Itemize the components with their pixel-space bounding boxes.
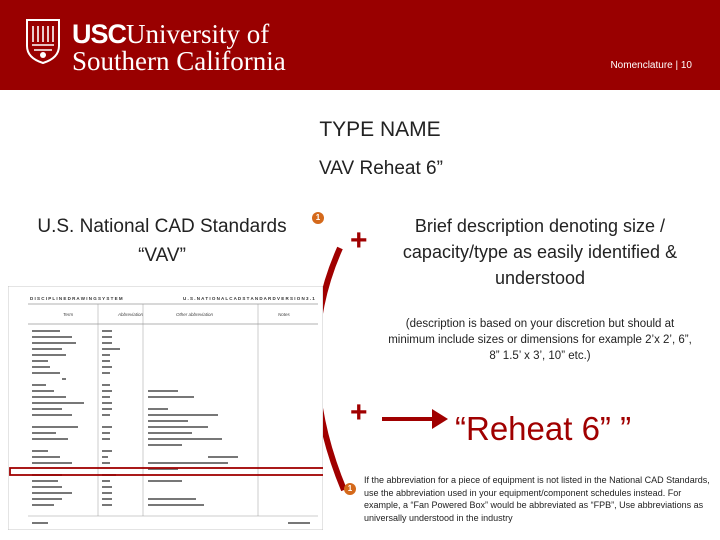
cad-standards-table — [8, 286, 323, 530]
plus-sign-1: + — [350, 224, 368, 257]
table-heading-right: U . S . N A T I O N A L C A D S T A N D A R D V E R S I O N 3 . 1 — [183, 296, 315, 301]
logo-line-2: Southern California — [72, 46, 286, 76]
right-arrow-icon — [380, 404, 450, 434]
table-heading-left: D I S C I P L I N E D R A W I N G S Y S T E M — [30, 296, 123, 301]
standard-value: “VAV” — [138, 245, 186, 266]
footnote: If the abbreviation for a piece of equipment is not listed in the National CAD Standards, use the abbreviation used in your equipment/component schedules instead. For example, a “Fan Powered Box” would be abbreviated as “FPB”, Use abbreviations as universally understood in the industry — [364, 475, 710, 523]
description-text: Brief description denoting size / capacity/type as easily identified & understood — [402, 216, 678, 288]
type-example: VAV Reheat 6” — [319, 158, 443, 179]
standard-block — [12, 212, 312, 270]
slide-title: TYPE NAME — [319, 118, 441, 141]
usc-seal-icon — [24, 18, 62, 64]
table-col-term: Term — [63, 312, 74, 317]
logo-abbr: USC — [72, 19, 127, 49]
header-bar — [0, 0, 720, 90]
table-col-notes: Notes — [278, 312, 290, 317]
logo-line-1 — [72, 19, 269, 49]
page-number: 10 — [680, 60, 692, 71]
description-note: (description is based on your discretion but should at minimum include sizes or dimensions for example 2’x 2’, 6”, 8” 1.5’ x 3’, 10” etc.) — [388, 318, 692, 362]
standard-label: U.S. National CAD Standards — [37, 216, 287, 237]
logo-text-1: University of — [126, 19, 270, 49]
nomenclature-label: Nomenclature — [610, 60, 673, 71]
plus-sign-2: + — [350, 396, 368, 429]
slide-label: Nomenclature | 10 — [610, 60, 692, 71]
result-text: “Reheat 6” ” — [455, 410, 632, 447]
table-col-abbr: Abbreviation — [118, 312, 144, 317]
table-col-other: Other abbreviation — [176, 312, 214, 317]
badge-1: 1 — [312, 212, 324, 224]
table-graphic — [8, 286, 323, 530]
badge-1-footnote: 1 — [344, 483, 356, 495]
